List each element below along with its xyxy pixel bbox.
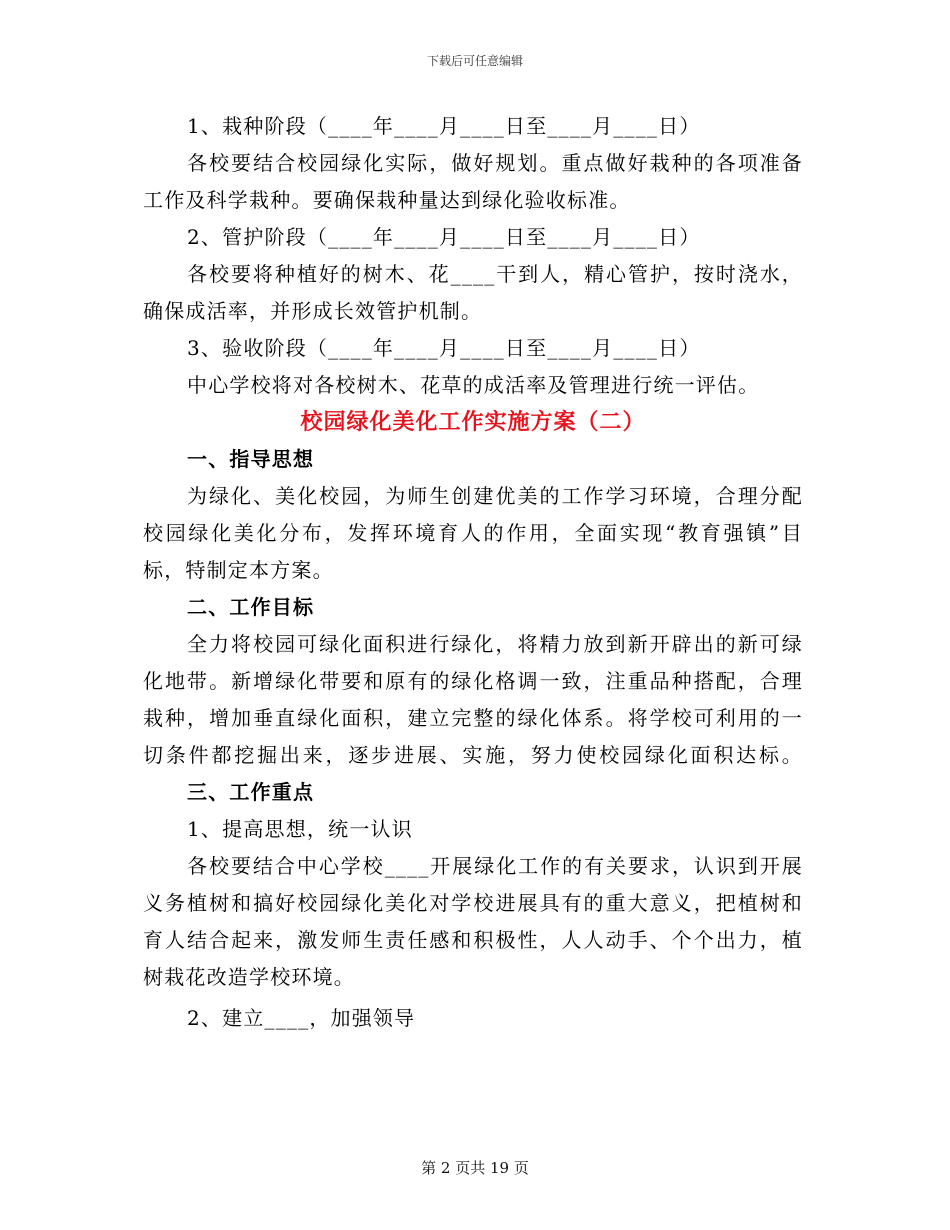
part3-item1-body-line-3: 育人结合起来，激发师生责任感和积极性，人人动手、个个出力，植 — [143, 928, 803, 952]
page-header: 下载后可任意编辑 — [426, 54, 523, 68]
page-footer: 第 2 页共 19 页 — [421, 1159, 529, 1177]
part1-body-line-1: 为绿化、美化校园，为师生创建优美的工作学习环境，合理分配 — [187, 484, 803, 508]
part3-item1-body-line-2: 义务植树和搞好校园绿化美化对学校进展具有的重大意义，把植树和 — [143, 891, 803, 915]
part3-item2-title: 2、建立____，加强领导 — [187, 1006, 416, 1030]
stage3-body-line-1: 中心学校将对各校树木、花草的成活率及管理进行统一评估。 — [187, 373, 760, 397]
stage1-title: 1、栽种阶段（____年____月____日至____月____日） — [187, 114, 701, 138]
part1-body-line-2: 校园绿化美化分布，发挥环境育人的作用，全面实现“教育强镇”目 — [143, 521, 803, 545]
stage2-body-line-2: 确保成活率，并形成长效管护机制。 — [143, 299, 483, 323]
stage2-body-line-1: 各校要将种植好的树木、花____干到人，精心管护，按时浇水， — [187, 262, 803, 286]
part1-heading: 一、指导思想 — [187, 447, 315, 471]
part1-body-line-3: 标，特制定本方案。 — [143, 558, 334, 582]
part3-heading: 三、工作重点 — [187, 780, 315, 804]
part2-heading: 二、工作目标 — [187, 595, 315, 619]
stage3-title: 3、验收阶段（____年____月____日至____月____日） — [187, 336, 701, 360]
part3-item1-body-line-1: 各校要结合中心学校____开展绿化工作的有关要求，认识到开展 — [187, 854, 803, 878]
document-title: 校园绿化美化工作实施方案（二） — [300, 410, 646, 435]
part2-body-line-4: 切条件都挖掘出来，逐步进展、实施，努力使校园绿化面积达标。 — [143, 743, 803, 767]
part3-item1-title: 1、提高思想，统一认识 — [187, 817, 413, 841]
part2-body-line-3: 栽种，增加垂直绿化面积，建立完整的绿化体系。将学校可利用的一 — [143, 706, 803, 730]
part3-item1-body-line-4: 树栽花改造学校环境。 — [143, 965, 355, 989]
stage1-body-line-2: 工作及科学栽种。要确保栽种量达到绿化验收标准。 — [143, 188, 631, 212]
document-body — [143, 108, 803, 1037]
part2-body-line-1: 全力将校园可绿化面积进行绿化，将精力放到新开辟出的新可绿 — [187, 632, 803, 656]
part2-body-line-2: 化地带。新增绿化带要和原有的绿化格调一致，注重品种搭配，合理 — [143, 669, 803, 693]
stage1-body-line-1: 各校要结合校园绿化实际，做好规划。重点做好栽种的各项准备 — [187, 151, 803, 175]
stage2-title: 2、管护阶段（____年____月____日至____月____日） — [187, 225, 701, 249]
